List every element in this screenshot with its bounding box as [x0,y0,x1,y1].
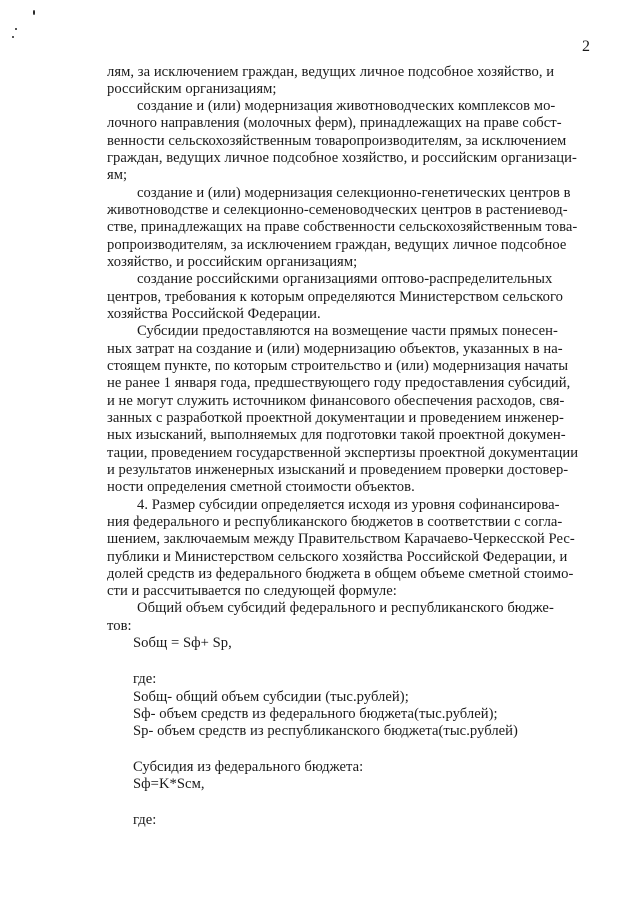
text-line: создание российскими организациями оптово-распределительных [137,271,553,287]
text-line: где: [133,812,157,828]
definition-line: Sобщ- общий объем субсидии (тыс.рублей); [133,689,409,705]
text-line: центров, требования к которым определяются Министерством сельского [107,289,563,305]
text-line: тов: [107,618,132,634]
text-line: стоящем пункте, по которым строительство и (или) модернизация начаты [107,358,569,374]
formula-total: Sобщ = Sф+ Sр, [133,635,232,651]
text-line: ропроизводителям, за исключением граждан, ведущих личное подсобное [107,237,567,253]
text-line: 4. Размер субсидии определяется исходя из уровня софинансирова- [137,497,560,513]
text-line: хозяйства Российской Федерации. [107,306,321,322]
text-line: ям; [107,167,128,183]
text-line: Субсидия из федерального бюджета: [133,759,364,775]
text-line: граждан, ведущих личное подсобное хозяйство, и российским организаци- [107,150,577,166]
text-line: венности сельскохозяйственным товаропроизводителям, за исключением [107,133,567,149]
text-line: хозяйство, и российским организациям; [107,254,358,270]
definition-line: Sр- объем средств из республиканского бюджета(тыс.рублей) [133,723,518,739]
text-line: публики и Министерством сельского хозяйства Российской Федерации, и [107,549,568,565]
text-line: не ранее 1 января года, предшествующего году предоставления субсидий, [107,375,571,391]
text-line: и результатов инженерных изысканий и проведением проверки достовер- [107,462,569,478]
text-line: сти и рассчитывается по следующей формуле: [107,583,397,599]
text-line: животноводстве и селекционно-семеноводческих центров в растениевод- [107,202,568,218]
text-line: тации, проведением государственной экспертизы проектной документации [107,445,579,461]
formula-federal: Sф=K*Sсм, [133,776,205,792]
text-line: российским организациям; [107,81,277,97]
text-line: Субсидии предоставляются на возмещение части прямых понесен- [137,323,558,339]
text-line: ности определения сметной стоимости объектов. [107,479,415,495]
page-number: 2 [582,38,590,55]
text-line: лям, за исключением граждан, ведущих личное подсобное хозяйство, и [107,64,555,80]
text-line: Общий объем субсидий федерального и республиканского бюдже- [137,600,554,616]
text-line: создание и (или) модернизация селекционно-генетических центров в [137,185,571,201]
text-line: стве, принадлежащих на праве собственности сельскохозяйственным това- [107,219,578,235]
text-line: занных с разработкой проектной документации и проведением инженер- [107,410,564,426]
text-line: ных изысканий, выполняемых для подготовки такой проектной докумен- [107,427,566,443]
text-line: и не могут служить источником финансового обеспечения расходов, свя- [107,393,565,409]
definition-line: Sф- объем средств из федерального бюджета(тыс.рублей); [133,706,498,722]
text-line: где: [133,671,157,687]
text-line: лочного направления (молочных ферм), принадлежащих на праве собст- [107,115,562,131]
text-line: ных затрат на создание и (или) модернизацию объектов, указанных в на- [107,341,563,357]
text-line: ния федерального и республиканского бюджетов в соответствии с согла- [107,514,563,530]
text-line: создание и (или) модернизация животноводческих комплексов мо- [137,98,556,114]
text-line: шением, заключаемым между Правительством Карачаево-Черкесской Рес- [107,531,575,547]
text-line: долей средств из федерального бюджета в общем объеме сметной стоимо- [107,566,574,582]
